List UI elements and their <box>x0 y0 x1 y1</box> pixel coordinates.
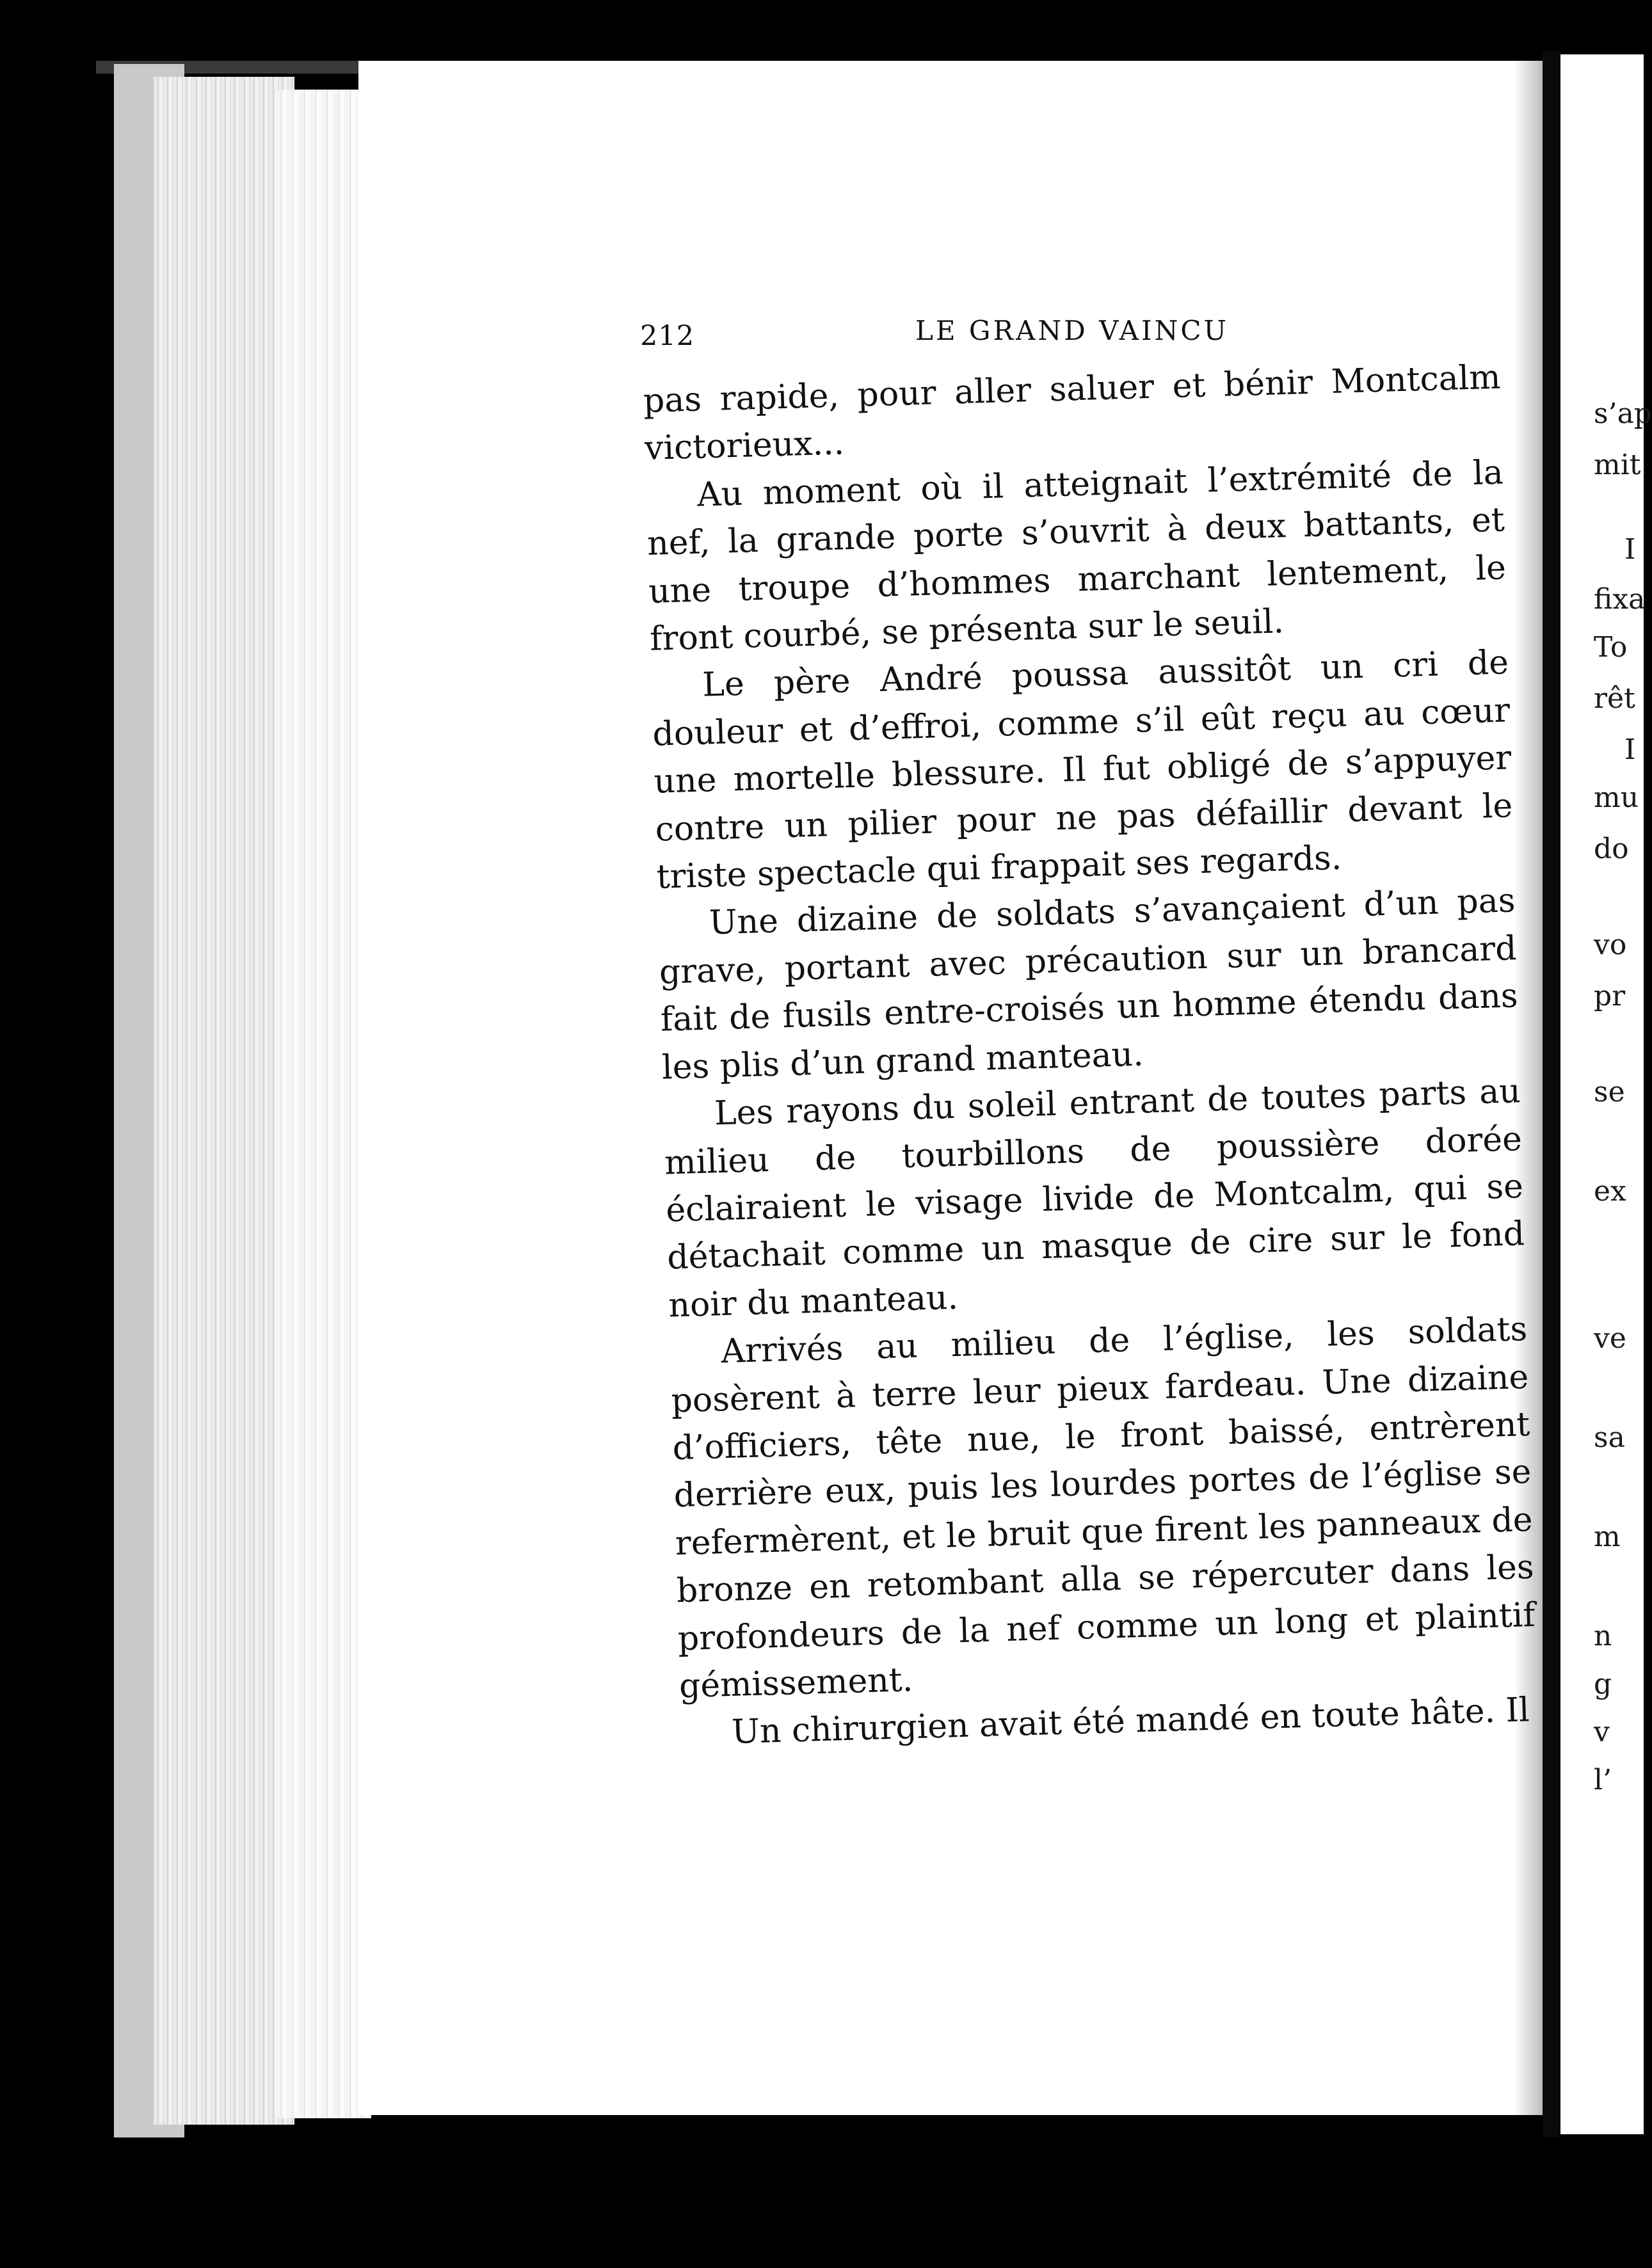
right-page-fragment: mu <box>1594 781 1639 814</box>
page-number: 212 <box>640 320 695 352</box>
page-stack-fore-edge <box>154 77 294 2125</box>
right-page-fragment: rêt <box>1594 682 1635 715</box>
right-page-fragment: v <box>1594 1716 1610 1748</box>
right-page-fragment: l’ <box>1594 1764 1612 1796</box>
right-page-fragment: vo <box>1594 929 1627 961</box>
page-stack-inner <box>275 90 371 2118</box>
right-page-fragment: I <box>1624 733 1636 766</box>
paragraph: pas rapide, pour aller saluer et bénir Montcalm victorieux... <box>643 358 1502 468</box>
right-page-fragment: pr <box>1594 980 1626 1012</box>
paragraph: Au moment où il atteignait l’extrémité de la nef, la grande porte s’ouvrit à deux battants, et une troupe d’hommes marchant lentement, le front courbé, se présenta sur le seuil. <box>646 453 1507 659</box>
right-page-edge <box>1560 54 1652 2134</box>
running-title: LE GRAND VAINCU <box>915 315 1229 346</box>
right-page-fragment: fixa <box>1594 583 1646 616</box>
right-page-fragment: I <box>1624 533 1636 566</box>
right-page-fragment: n <box>1594 1620 1612 1652</box>
paragraph: Le père André poussa aussitôt un cri de douleur et d’effroi, comme s’il eût reçu au cœur une mortelle blessure. Il fut obligé de s’appuyer contre un pilier pour ne pas défaillir devant le triste spectacle qui frappait ses regards. <box>652 643 1514 897</box>
right-page-fragment: mit <box>1594 449 1641 481</box>
right-page-fragment: m <box>1594 1521 1621 1553</box>
right-page-fragment: To <box>1594 631 1628 664</box>
paragraph: Arrivés au milieu de l’église, les soldats posèrent à terre leur pieux fardeau. Une dizaine d’officiers, tête nue, le front baissé, entrèrent derrière eux, puis les lourdes portes de l’église se refermèrent, et le bruit que firent les panneaux de bronze en retombant alla se répercuter dans les profondeurs de la nef comme un long et plaintif gémissement. <box>670 1310 1536 1706</box>
right-page-fragment: sa <box>1594 1421 1625 1454</box>
right-page-fragment: g <box>1594 1668 1612 1700</box>
paragraph: Les rayons du soleil entrant de toutes parts au milieu de tourbillons de poussière dorée éclairaient le visage livide de Montcalm, qui se détachait comme un masque de cire sur le fond noir du manteau. <box>664 1072 1525 1325</box>
right-page-fragment: ve <box>1594 1322 1626 1355</box>
right-page-fragment: se <box>1594 1076 1625 1108</box>
paragraph: Un chirurgien avait été mandé en toute hâte. Il <box>731 1691 1530 1752</box>
right-page-fragment: ex <box>1594 1175 1626 1208</box>
paragraph: Une dizaine de soldats s’avançaient d’un pas grave, portant avec précaution sur un brancard fait de fusils entre-croisés un homme étendu dans les plis d’un grand manteau. <box>659 881 1519 1087</box>
gutter-gap <box>1543 51 1560 2137</box>
right-page-fragment: s’ap <box>1594 397 1652 430</box>
body-text <box>643 354 1539 1758</box>
right-page-fragment: do <box>1594 833 1629 865</box>
